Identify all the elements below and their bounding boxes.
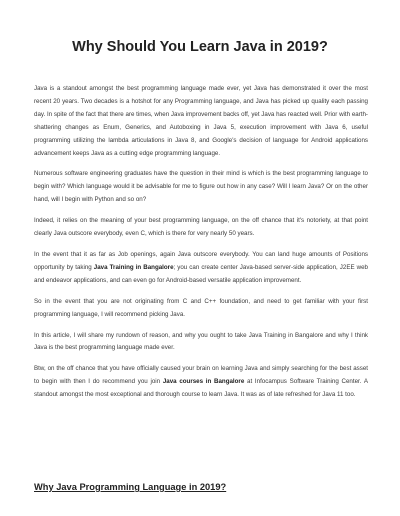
paragraph-article-summary xyxy=(34,330,368,356)
paragraph-text: So in the event that you are not originating from C and C++ foundation, and need to get familiar with your first programming language, I will recommend picking Java. xyxy=(34,297,368,318)
paragraph-question xyxy=(34,168,368,207)
paragraph-job-openings xyxy=(34,249,368,288)
paragraph-text: In the event that it as far as Job openings, again Java outscore everybody. You can land huge amounts of Positions opportunity by taking xyxy=(34,250,368,271)
paragraph-popularity xyxy=(34,215,368,241)
paragraph-text: Indeed, it relies on the meaning of your best programming language, on the off chance that it's notoriety, at that point clearly Java outscore everybody, even C, which is there for very nearly 50 years. xyxy=(34,217,368,238)
document-title: Why Should You Learn Java in 2019? xyxy=(72,39,328,55)
bold-phrase: Java courses in Bangalore xyxy=(162,378,245,386)
bold-phrase: Java Training in Bangalore xyxy=(93,263,174,271)
document-body xyxy=(34,83,368,402)
paragraph-text: at Infocampus Software Training Center. A standout amongst the most exceptional and thorough course to learn Java. It was as of late refreshed for Java 11 too. xyxy=(34,378,368,399)
paragraph-recommendation xyxy=(34,296,368,322)
paragraph-text: Numerous software engineering graduates have the question in their mind is which is the best programming language to begin with? Which language would it be advisable for me to figure out how in any case? Will I learn Java? Or on the other hand, will I begin with Python and so on? xyxy=(34,170,368,204)
paragraph-course-advice xyxy=(34,363,368,402)
section-heading: Why Java Programming Language in 2019? xyxy=(34,482,227,492)
paragraph-intro xyxy=(34,83,368,160)
paragraph-text: Java is a standout amongst the best programming language made ever, yet Java has demonstrated it over the most recent 20 years. Two decades is a hotshot for any Programming language, and Java has picked up quality each passing day. In spite of the fact that there are times, when Java improvement backs off, yet Java has reacted well. Prior with earth-shattering changes as Enum, Generics, and Autoboxing in Java 5, execution improvement with Java 6, useful programming utilizing the lambda articulations in Java 8, and Google's decision of language for Android applications advancement keeps Java as a cutting edge programming language. xyxy=(34,85,368,157)
paragraph-text: Btw, on the off chance that you have officially caused your brain on learning Java and simply searching for the best asset to begin with then I do recommend you join xyxy=(34,365,368,386)
paragraph-text: ; you can create center Java-based server-side application, J2EE web and endeavor applications, and can even go for Android-based versatile application improvement. xyxy=(34,263,368,284)
paragraph-text: In this article, I will share my rundown of reason, and why you ought to take Java Training in Bangalore and why I think Java is the best programming language made ever. xyxy=(34,331,368,352)
